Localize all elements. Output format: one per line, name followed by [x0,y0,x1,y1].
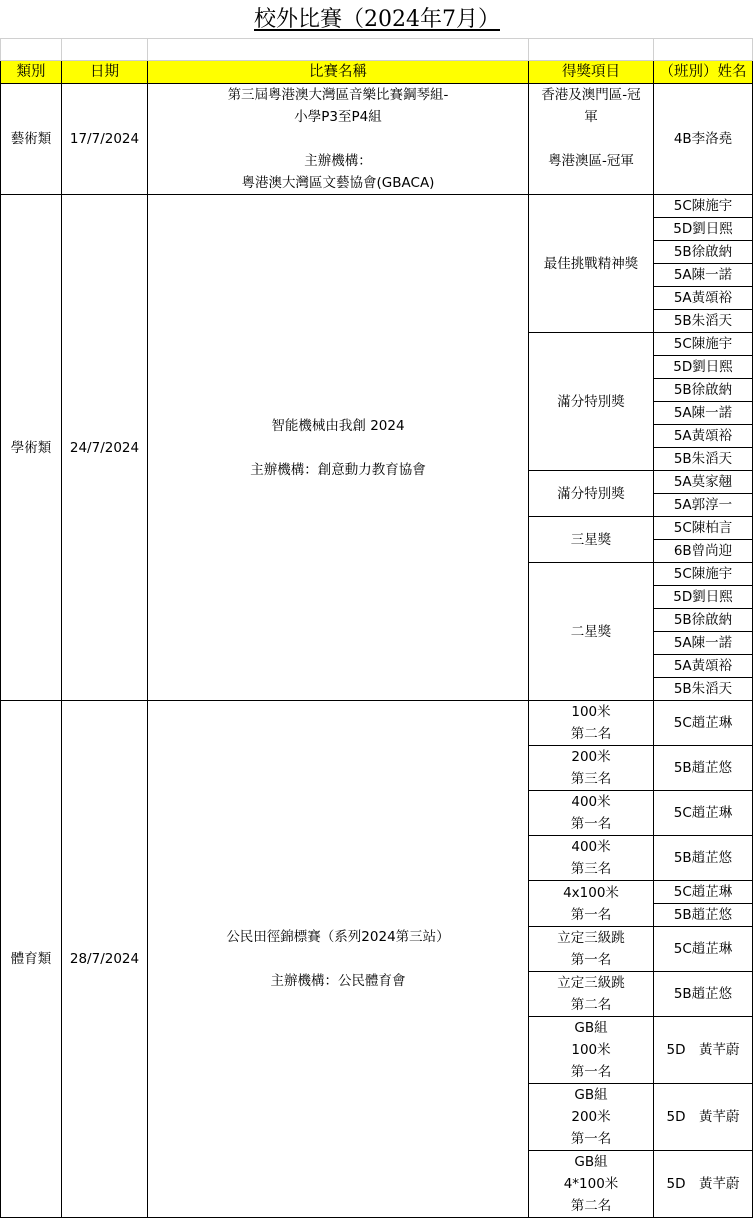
name-cell: 5D 黃芊蔚 [654,1017,753,1084]
name-cell: 5C趙芷琳 [654,791,753,836]
date-cell: 17/7/2024 [62,84,148,195]
name-cell: 4B李洛堯 [654,84,753,195]
competition-cell: 公民田徑錦標賽（系列2024第三站） 主辦機構：公民體育會 [148,701,529,1218]
page-title: 校外比賽（2024年7月） [254,7,500,32]
name-cell: 5A郭淳一 [654,494,753,517]
name-cell: 5B朱滔天 [654,310,753,333]
blank-row [1,39,753,61]
name-cell: 5C趙芷琳 [654,927,753,972]
header-competition: 比賽名稱 [148,61,529,84]
awards-table [0,38,753,1218]
category-cell: 體育類 [1,701,62,1218]
header-row [1,61,753,84]
date-cell: 24/7/2024 [62,195,148,701]
name-cell: 5D 黃芊蔚 [654,1084,753,1151]
name-cell: 5B徐啟納 [654,241,753,264]
name-cell: 5B趙芷悠 [654,746,753,791]
name-cell: 5A莫家翹 [654,471,753,494]
award-cell: 最佳挑戰精神獎 [529,195,654,333]
name-cell: 5A黃頌裕 [654,655,753,678]
name-cell: 5D劉日熙 [654,356,753,379]
competition-cell: 第三屆粵港澳大灣區音樂比賽鋼琴組- 小學P3至P4組 主辦機構： 粵港澳大灣區文藝協會(GBACA) [148,84,529,195]
name-cell: 5D劉日熙 [654,586,753,609]
award-cell: 100米 第二名 [529,701,654,746]
name-cell: 5C陳施宇 [654,333,753,356]
name-cell: 5B趙芷悠 [654,904,753,927]
name-cell: 5A陳一諾 [654,402,753,425]
table-row [1,195,753,218]
header-category: 類別 [1,61,62,84]
award-cell: 三星獎 [529,517,654,563]
award-cell: 立定三級跳 第一名 [529,927,654,972]
name-cell: 5B朱滔天 [654,678,753,701]
name-cell: 5B徐啟納 [654,609,753,632]
name-cell: 5B趙芷悠 [654,972,753,1017]
name-cell: 5A黃頌裕 [654,287,753,310]
name-cell: 5C趙芷琳 [654,881,753,904]
award-cell: 滿分特別獎 [529,471,654,517]
name-cell: 5B趙芷悠 [654,836,753,881]
name-cell: 5D劉日熙 [654,218,753,241]
name-cell: 5B徐啟納 [654,379,753,402]
award-cell: 4x100米 第一名 [529,881,654,927]
header-date: 日期 [62,61,148,84]
name-cell: 5A陳一諾 [654,632,753,655]
award-cell: GB組 100米 第一名 [529,1017,654,1084]
award-cell: 立定三級跳 第二名 [529,972,654,1017]
name-cell: 6B曾尚迎 [654,540,753,563]
award-cell: GB組 4*100米 第二名 [529,1151,654,1218]
header-award: 得獎項目 [529,61,654,84]
award-cell: 香港及澳門區-冠 軍 粵港澳區-冠軍 [529,84,654,195]
award-cell: GB組 200米 第一名 [529,1084,654,1151]
award-cell: 二星獎 [529,563,654,701]
award-cell: 200米 第三名 [529,746,654,791]
award-cell: 400米 第三名 [529,836,654,881]
name-cell: 5D 黃芊蔚 [654,1151,753,1218]
name-cell: 5A黃頌裕 [654,425,753,448]
header-name: （班別）姓名 [654,61,753,84]
name-cell: 5C陳施宇 [654,563,753,586]
name-cell: 5B朱滔天 [654,448,753,471]
table-row [1,84,753,195]
name-cell: 5C陳施宇 [654,195,753,218]
table-row [1,701,753,746]
name-cell: 5C趙芷琳 [654,701,753,746]
date-cell: 28/7/2024 [62,701,148,1218]
competition-cell: 智能機械由我創 2024 主辦機構：創意動力教育協會 [148,195,529,701]
category-cell: 藝術類 [1,84,62,195]
award-cell: 400米 第一名 [529,791,654,836]
name-cell: 5C陳柏言 [654,517,753,540]
name-cell: 5A陳一諾 [654,264,753,287]
category-cell: 學術類 [1,195,62,701]
award-cell: 滿分特別獎 [529,333,654,471]
